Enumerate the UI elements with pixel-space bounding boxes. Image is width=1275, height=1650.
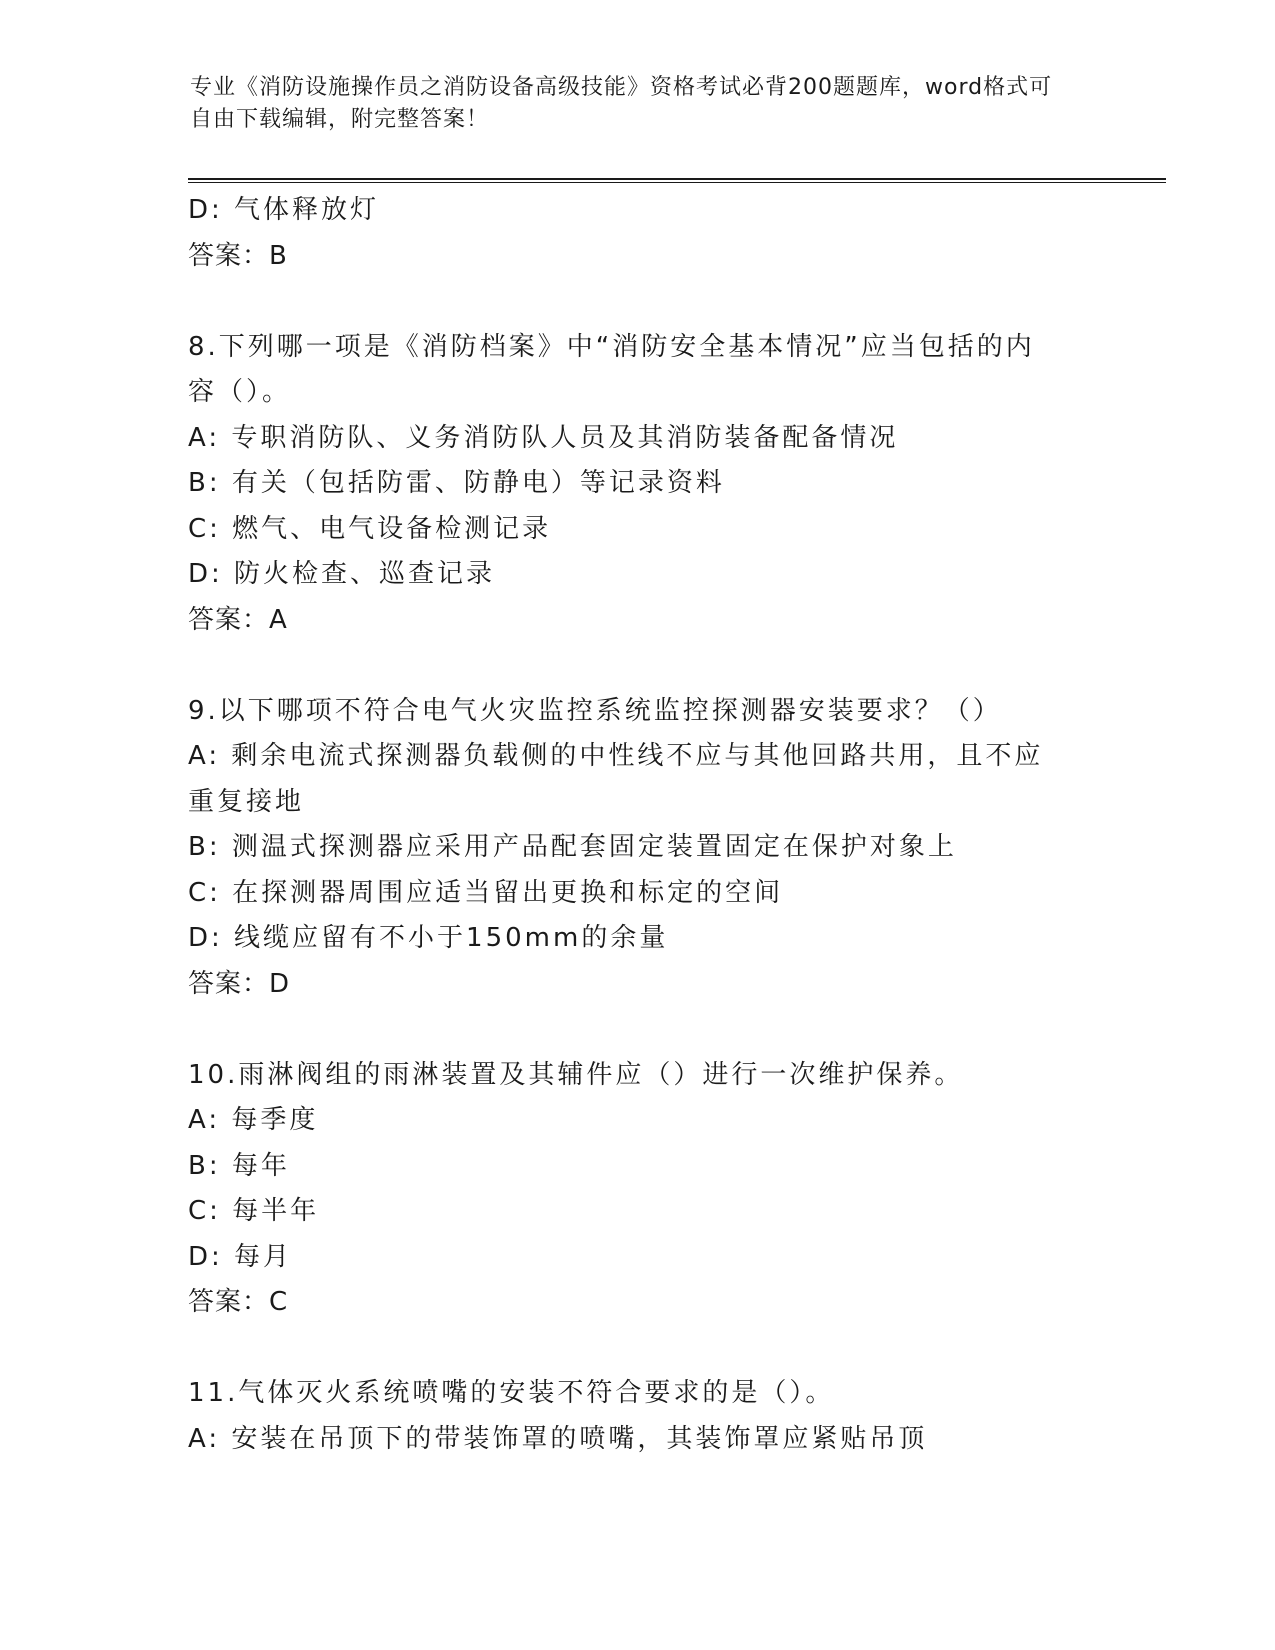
option-b: B: 有关（包括防雷、防静电）等记录资料: [188, 468, 725, 498]
header-divider: [188, 178, 1166, 183]
spacer: [188, 1326, 1088, 1372]
option-b: B: 每年: [188, 1150, 290, 1181]
option-d: D: 防火检查、巡查记录: [188, 559, 496, 589]
option-d: D: 线缆应留有不小于150mm的余量: [188, 923, 669, 953]
option-d: D: 每月: [188, 1241, 293, 1272]
question-stem: 8.下列哪一项是《消防档案》中“消防安全基本情况”应当包括的内容（）。: [188, 331, 1035, 407]
answer-line: 答案：A: [188, 604, 288, 635]
spacer: [188, 643, 1088, 689]
question-stem: 11.气体灭火系统喷嘴的安装不符合要求的是（）。: [188, 1378, 835, 1408]
option-d: D: 气体释放灯: [188, 195, 380, 225]
question-stem: 10.雨淋阀组的雨淋装置及其辅件应（）进行一次维护保养。: [188, 1059, 964, 1090]
option-b: B: 测温式探测器应采用产品配套固定装置固定在保护对象上: [188, 832, 957, 862]
option-a: A: 专职消防队、义务消防队人员及其消防装备配备情况: [188, 422, 899, 453]
option-c: C: 在探测器周围应适当留出更换和标定的空间: [188, 877, 784, 908]
spacer: [188, 1007, 1088, 1053]
question-list: [188, 188, 1088, 1462]
spacer: [188, 279, 1088, 325]
option-a: A: 剩余电流式探测器负载侧的中性线不应与其他回路共用，且不应重复接地: [188, 741, 1044, 817]
option-c: C: 燃气、电气设备检测记录: [188, 513, 552, 544]
answer-line: 答案：C: [188, 1287, 289, 1317]
option-a: A: 每季度: [188, 1105, 319, 1135]
answer-line: 答案：B: [188, 240, 288, 271]
option-c: C: 每半年: [188, 1196, 320, 1226]
answer-line: 答案：D: [188, 968, 291, 999]
question-stem: 9.以下哪项不符合电气火灾监控系统监控探测器安装要求？（）: [188, 695, 1002, 726]
page-header-title: 专业《消防设施操作员之消防设备高级技能》资格考试必背200题题库，word格式可自由下载编辑，附完整答案！: [190, 75, 1053, 132]
option-a: A: 安装在吊顶下的带装饰罩的喷嘴，其装饰罩应紧贴吊顶: [188, 1423, 928, 1454]
